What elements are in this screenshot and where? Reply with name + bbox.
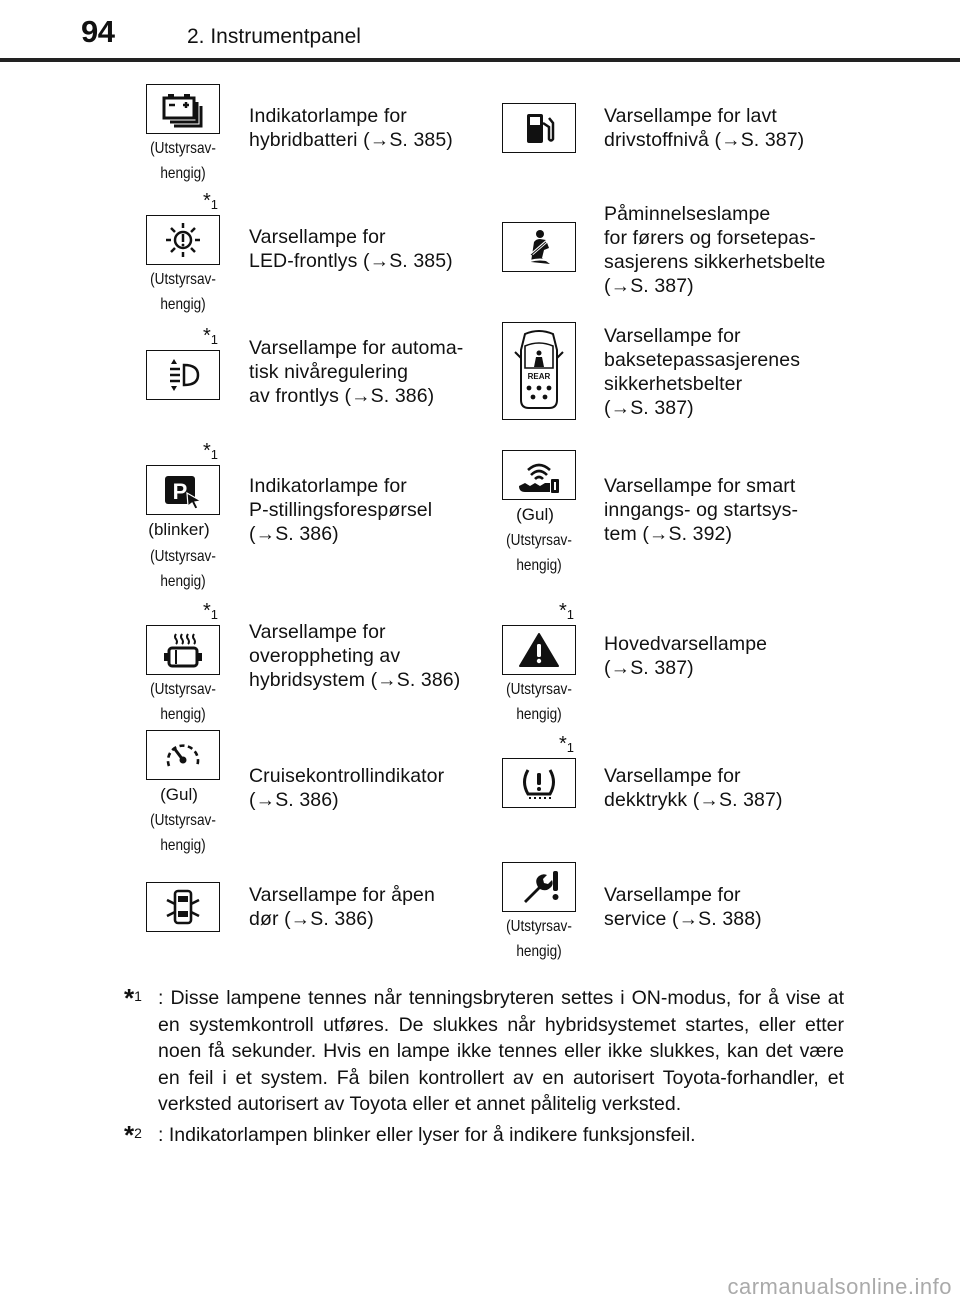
cruise-control-icon: [146, 730, 220, 780]
desc-p-position: Indikatorlampe for P-stillingsforespørsel (→S. 386): [249, 475, 433, 545]
low-fuel-icon: [502, 103, 576, 153]
footnote-2: [124, 1119, 844, 1150]
footnote-2-text: : Indikatorlampen blinker eller lyser for å indikere funksjonsfeil.: [158, 1123, 696, 1146]
note-blinking: (blinker): [148, 520, 210, 539]
header-rule: [0, 58, 960, 62]
desc-smart-entry: Varsellampe for smart inngangs- og startsys- tem (→S. 392): [604, 475, 799, 545]
desc-rear-seatbelt: Varsellampe for baksetepassasjerenes sikkerhetsbelter (→S. 387): [604, 325, 801, 419]
open-door-icon: [146, 882, 220, 932]
footnote-2-marker: $*_2$: [124, 1119, 142, 1150]
hybrid-battery-icon: [146, 84, 220, 134]
master-warning-icon: [502, 625, 576, 675]
note-yellow: (Gul): [516, 505, 554, 524]
footnotes: [124, 985, 844, 1148]
desc-cruise-control: Cruisekontrollindikator (→S. 386): [249, 765, 445, 811]
footnote-1: [124, 985, 844, 1118]
footnote-marker: $*_1$: [203, 440, 219, 462]
led-headlight-warning-icon: [146, 215, 220, 265]
auto-leveling-headlight-icon: [146, 350, 220, 400]
desc-auto-leveling: Varsellampe for automa- tisk nivåregulering av frontlys (→S. 386): [249, 337, 464, 407]
note-optional: (Utstyrsav- hengig): [150, 271, 216, 313]
desc-hybrid-battery: Indikatorlampe for hybridbatteri (→S. 385): [249, 105, 453, 151]
page-header: [0, 0, 960, 62]
footnote-marker: $*_1$: [203, 600, 219, 622]
note-optional: (Utstyrsav- hengig): [506, 681, 572, 723]
desc-open-door: Varsellampe for åpen dør (→S. 386): [249, 884, 435, 930]
smart-entry-key-icon: [502, 450, 576, 500]
note-optional: (Utstyrsav- hengig): [506, 532, 572, 574]
service-wrench-icon: [502, 862, 576, 912]
tire-pressure-icon: [502, 758, 576, 808]
note-optional: (Utstyrsav- hengig): [150, 140, 216, 182]
note-optional: (Utstyrsav- hengig): [506, 918, 572, 960]
seatbelt-reminder-icon: [502, 222, 576, 272]
note-optional: (Utstyrsav- hengig): [150, 548, 216, 590]
footnote-1-text: : Disse lampene tennes når tenningsbryteren settes i ON-modus, for å vise at en systemkontroll utføres. De slukkes når hybridsystemet startes, eller etter noen få sekunder. Hvis en lampe ikke tennes eller ikke slukkes, kan det være en feil i et system. Få bilen kontrollert av en autorisert Toyota-forhandler, et verksted autorisert av Toyota eller et annet pålitelig verksted.: [158, 987, 844, 1115]
note-optional: (Utstyrsav- hengig): [150, 681, 216, 723]
desc-seatbelt-reminder: Påminnelseslampe for førers og forsetepas- sasjerens sikkerhetsbelte (→S. 387): [604, 203, 826, 297]
desc-led-headlight: Varsellampe for LED-frontlys (→S. 385): [249, 226, 453, 272]
desc-low-fuel: Varsellampe for lavt drivstoffnivå (→S. 387): [604, 105, 805, 151]
page-number: 94: [81, 14, 115, 49]
footnote-marker: $*_1$: [203, 190, 219, 212]
desc-overheat: Varsellampe for overoppheting av hybridsystem (→S. 386): [249, 621, 461, 691]
desc-tire-pressure: Varsellampe for dekktrykk (→S. 387): [604, 765, 783, 811]
svg-text:REAR: REAR: [527, 372, 551, 381]
watermark: carmanualsonline.info: [727, 1274, 952, 1299]
rear-seatbelt-icon: [502, 322, 576, 420]
footnote-marker: $*_1$: [203, 325, 219, 347]
note-yellow: (Gul): [160, 785, 198, 804]
note-optional: (Utstyrsav- hengig): [150, 812, 216, 854]
footnote-marker: $*_1$: [559, 733, 575, 755]
desc-service: Varsellampe for service (→S. 388): [604, 884, 762, 930]
footnote-marker: $*_1$: [559, 600, 575, 622]
svg-text:P: P: [172, 479, 188, 504]
desc-master-warning: Hovedvarsellampe (→S. 387): [604, 633, 768, 679]
p-position-request-icon: [146, 465, 220, 515]
footnote-1-marker: $*_1$: [124, 983, 142, 1013]
hybrid-overheat-icon: [146, 625, 220, 675]
chapter-title: 2. Instrumentpanel: [187, 25, 361, 48]
